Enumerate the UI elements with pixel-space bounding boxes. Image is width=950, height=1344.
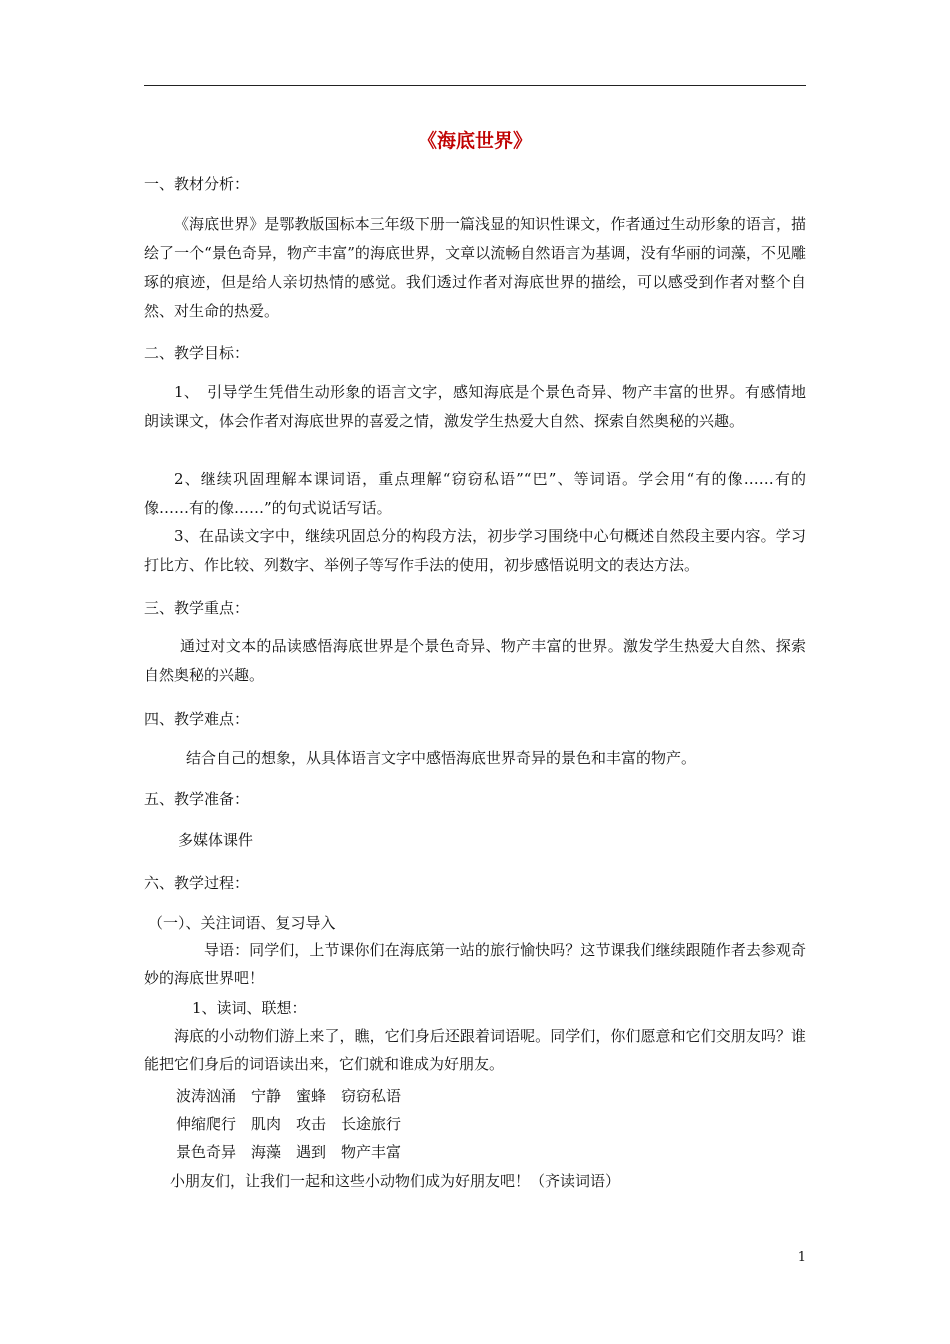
step-body: 海底的小动物们游上来了，瞧，它们身后还跟着词语呢。同学们，你们愿意和它们交朋友吗？谁能把它们身后的词语读出来，它们就和谁成为好朋友。 [144, 1027, 806, 1073]
goal-item: 3、在品读文字中，继续巩固总分的构段方法，初步学习围绕中心句概述自然段主要内容。学习打比方、作比较、列数字、举例子等写作手法的使用，初步感悟说明文的表达方法。 [144, 527, 806, 574]
section-body: 通过对文本的品读感悟海底世界是个景色奇异、物产丰富的世界。激发学生热爱大自然、探索自然奥秘的兴趣。 [144, 637, 806, 684]
subsection-heading: （一）、关注词语、复习导入 [148, 914, 336, 932]
section-heading: 四、教学难点： [144, 710, 250, 728]
document-title: 《海底世界》 [417, 130, 532, 152]
section-heading: 二、教学目标： [144, 344, 250, 362]
word-list-row: 景色奇异 海藻 遇到 物产丰富 [176, 1143, 402, 1161]
section-body: 《海底世界》是鄂教版国标本三年级下册一篇浅显的知识性课文，作者通过生动形象的语言，描绘了一个“景色奇异，物产丰富”的海底世界，文章以流畅自然语言为基调，没有华丽的词藻，不见雕琢的痕迹，但是给人亲切热情的感觉。我们透过作者对海底世界的描绘，可以感受到作者对整个自然、对生命的热爱。 [144, 215, 806, 320]
section-heading: 三、教学重点： [144, 599, 250, 617]
goal-item: 1、 引导学生凭借生动形象的语言文字，感知海底是个景色奇异、物产丰富的世界。有感情地朗读课文，体会作者对海底世界的喜爱之情，激发学生热爱大自然、探索自然奥秘的兴趣。 [144, 383, 806, 430]
intro-text: 导语：同学们，上节课你们在海底第一站的旅行愉快吗？这节课我们继续跟随作者去参观奇妙的海底世界吧！ [144, 941, 806, 987]
word-list-row: 波涛汹涌 宁静 蜜蜂 窃窃私语 [176, 1087, 402, 1105]
header-rule [144, 85, 806, 86]
section-body: 多媒体课件 [178, 831, 254, 849]
goal-item: 2、继续巩固理解本课词语，重点理解“窃窃私语”“巴”、等词语。学会用“有的像……有的像……有的像……”的句式说话写话。 [144, 470, 806, 517]
section-heading: 五、教学准备： [144, 790, 250, 808]
section-heading: 六、教学过程： [144, 874, 250, 892]
page-number: 1 [797, 1250, 806, 1265]
section-heading: 一、教材分析： [144, 175, 250, 193]
word-list-row: 伸缩爬行 肌肉 攻击 长途旅行 [176, 1115, 402, 1133]
closing-text: 小朋友们，让我们一起和这些小动物们成为好朋友吧！（齐读词语） [170, 1172, 621, 1190]
step-heading: 1、读词、联想： [192, 999, 307, 1017]
section-body: 结合自己的想象，从具体语言文字中感悟海底世界奇异的景色和丰富的物产。 [186, 749, 697, 767]
